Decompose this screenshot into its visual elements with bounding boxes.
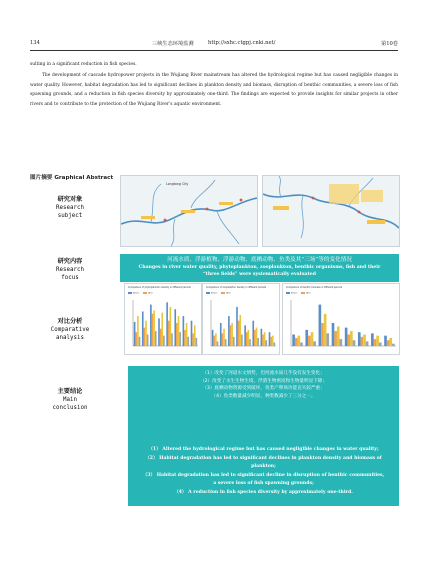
conclusion-zh-1: （1）改变了河道水文情势，但河流水质几乎没有发生变化； xyxy=(202,371,325,376)
chart-bar xyxy=(248,330,250,346)
label-en: subject xyxy=(57,213,83,219)
chart-bar xyxy=(256,328,258,346)
chart-bar xyxy=(363,335,366,347)
chart-bar xyxy=(241,335,243,347)
chart-bar xyxy=(264,332,266,346)
chart-bar xyxy=(305,330,308,346)
chart-bar xyxy=(150,305,152,346)
legend-label: Before xyxy=(133,292,140,295)
label-en: Research xyxy=(56,205,84,211)
chart-bar xyxy=(142,312,144,347)
chart-bar xyxy=(183,316,185,346)
chart-bar xyxy=(187,337,189,346)
chart-title: Comparison of benthic biomass in different periods xyxy=(286,286,343,289)
page-number: 134 xyxy=(30,40,40,46)
legend-label: After xyxy=(226,292,231,295)
chart-bar xyxy=(174,309,176,346)
chart-bar xyxy=(158,318,160,346)
map-city-label: Longtong City xyxy=(166,182,189,186)
chart-bar xyxy=(147,335,149,347)
chart-bar xyxy=(155,331,157,346)
chart-bar xyxy=(139,337,141,346)
chart-bar xyxy=(252,321,254,346)
chart-bar xyxy=(340,339,343,346)
graphical-abstract-title: 图片摘要 Graphical Abstract xyxy=(30,175,114,181)
chart-bar xyxy=(225,339,227,346)
chart-bar xyxy=(249,339,251,346)
main-conclusion-box xyxy=(128,366,399,446)
chart-bar xyxy=(246,332,248,346)
chart-bar xyxy=(223,329,225,346)
chart-bar xyxy=(298,336,301,346)
label-en: Main xyxy=(63,397,77,403)
chart-bar xyxy=(379,343,382,346)
chart-bar xyxy=(228,316,230,346)
conclusion-en-2b: plankton; xyxy=(251,464,276,470)
study-area-map-left xyxy=(120,175,258,247)
label-zh: 研究对象 xyxy=(57,196,83,203)
chart-bar xyxy=(161,313,163,346)
chart-bar xyxy=(163,336,165,346)
chart-bar xyxy=(313,341,316,346)
focus-text-zh: 河流水质、浮游植物、浮游动物、底栖动物、鱼类及其“三场”等的变化情况 xyxy=(167,257,352,263)
chart-bar xyxy=(274,343,276,346)
conclusion-zh-2: （2）改变了水生生物生境，浮游生物密度和生物量明显下降； xyxy=(200,378,327,384)
chart-bar xyxy=(244,325,246,346)
chart-bar xyxy=(272,336,274,346)
chart-bar xyxy=(166,302,168,346)
chart-bar xyxy=(374,339,377,346)
chart-bar xyxy=(350,331,353,346)
chart-bar xyxy=(376,336,379,346)
chart-bar xyxy=(332,323,335,346)
chart-bar xyxy=(371,333,374,346)
chart-bar xyxy=(300,343,303,346)
river-map-graphic xyxy=(121,176,257,246)
label-zh: 对比分析 xyxy=(57,318,83,325)
chart-bar xyxy=(222,333,224,346)
header-rule xyxy=(30,50,398,51)
body-text-continuation xyxy=(30,60,398,70)
chart-panel-1 xyxy=(124,283,202,355)
chart-bar xyxy=(358,332,361,346)
volume-label: 第10卷 xyxy=(381,41,398,47)
journal-name: 三峡生态环境监测 xyxy=(152,41,194,47)
chart-bar xyxy=(191,321,193,346)
conclusion-en-4: （4） A reduction in fish species diversity by approximately one-third. xyxy=(174,489,353,495)
chart-bar xyxy=(194,325,196,346)
chart-bar xyxy=(217,341,219,346)
body-paragraph xyxy=(30,71,398,109)
study-area-map-right xyxy=(262,175,400,247)
chart-bar xyxy=(145,321,147,346)
chart-bar xyxy=(308,336,311,346)
chart-bar xyxy=(135,332,137,346)
chart-bar xyxy=(186,323,188,346)
chart-bar xyxy=(292,335,295,347)
river-map-graphic xyxy=(263,176,399,246)
chart-bar xyxy=(152,314,154,346)
chart-bar xyxy=(295,338,298,346)
chart-bar xyxy=(230,325,232,346)
label-en: Research xyxy=(56,267,84,273)
chart-panel-2 xyxy=(202,283,280,355)
conclusion-zh-4: （4）鱼类数量减少明显，种类数减少了三分之一。 xyxy=(211,393,316,399)
body-paragraph-text: The development of cascade hydropower projects in the Wujiang River mainstream has altered the hydrological regime but has caused negligible changes in water quality. However, habitat degradation has led to significant declines in plankton density and biomass, disruption of benthic communities, a severe loss of fish spawning grounds, and a reduction in fish species diversity by approximately one-third. The findings are expected to provide insights for similar projects in other rivers and to contribute to the protection of the Wujiang River’s aquatic environment. xyxy=(30,73,398,107)
running-header xyxy=(30,40,398,50)
chart-bar xyxy=(311,332,314,346)
journal-url[interactable]: http://sxhc.ctgpj.cnki.net/ xyxy=(208,40,276,46)
chart-title: Comparison of zooplankton density in different periods xyxy=(206,286,267,289)
chart-bar xyxy=(261,329,263,346)
chart-bar xyxy=(137,316,139,346)
chart-bar xyxy=(231,323,233,346)
chart-bar xyxy=(345,328,348,346)
chart-bar xyxy=(176,323,178,346)
chart-bar xyxy=(361,337,364,346)
chart-bar xyxy=(160,329,162,346)
conclusion-en-3b: a severe loss of fish spawning grounds; xyxy=(213,481,314,487)
legend-label: Before xyxy=(211,292,218,295)
chart-bar xyxy=(196,338,198,346)
chart-bar xyxy=(319,305,322,346)
label-en: focus xyxy=(61,275,79,281)
chart-bar xyxy=(265,340,267,346)
research-focus-box xyxy=(120,254,399,282)
chart-bar xyxy=(212,330,214,346)
chart-bar xyxy=(366,341,369,346)
label-zh: 研究内容 xyxy=(57,258,83,265)
chart-bar xyxy=(326,333,329,346)
chart-bar xyxy=(178,316,180,346)
focus-text-en-line1: Changes in river water quality, phytoplankton, zooplankton, benthic organisms, fish and their xyxy=(138,265,381,270)
continued-line: sulting in a significant reduction in fish species. xyxy=(30,62,137,67)
chart-bar xyxy=(337,326,340,346)
conclusion-en-3: （3） Habitat degradation has led to significant decline in disruption of benthic communities, xyxy=(142,472,385,478)
chart-bar xyxy=(334,331,337,346)
legend-label: After xyxy=(306,292,311,295)
chart-panel-3 xyxy=(282,283,400,355)
chart-bar xyxy=(213,336,215,346)
chart-bar xyxy=(134,322,136,346)
chart-bar xyxy=(153,310,155,346)
chart-bar xyxy=(184,330,186,346)
chart-bar xyxy=(324,314,327,346)
label-en: Comparative xyxy=(50,327,90,333)
conclusion-zh-3: （3）底栖动物资源受到破坏，鱼类产卵场功能丧失较严重； xyxy=(202,386,325,392)
label-research-subject xyxy=(40,196,100,220)
label-zh: 主要结论 xyxy=(57,388,83,395)
chart-bar xyxy=(168,321,170,346)
chart-bar xyxy=(384,336,387,346)
chart-bar xyxy=(353,340,356,346)
chart-bar xyxy=(270,337,272,346)
chart-bar xyxy=(144,328,146,346)
chart-title: Comparison of phytoplankton density in different periods xyxy=(128,286,191,289)
chart-plot-3 xyxy=(283,284,399,354)
focus-text-en-line2: “three fields” were systematically evaluated xyxy=(203,272,316,277)
chart-bar xyxy=(257,338,259,346)
label-main-conclusion xyxy=(40,388,100,412)
label-en: analysis xyxy=(56,335,84,341)
chart-bar xyxy=(236,307,238,346)
chart-bar xyxy=(170,307,172,346)
chart-bar xyxy=(215,333,217,346)
chart-bar xyxy=(192,333,194,346)
chart-bar xyxy=(171,333,173,346)
chart-bar xyxy=(389,338,392,346)
conclusion-en-2: （2） Habitat degradation has led to significant declines in plankton density and biomass of xyxy=(145,455,382,461)
chart-bar xyxy=(220,323,222,346)
label-en: conclusion xyxy=(52,405,88,411)
main-conclusion-box-en xyxy=(128,446,399,506)
conclusion-en-1: （1） Altered the hydrological regime but has caused negligible changes in water quality; xyxy=(148,447,379,452)
chart-plot-2 xyxy=(203,284,279,354)
chart-bar xyxy=(262,335,264,347)
label-research-focus xyxy=(40,258,100,282)
chart-bar xyxy=(254,330,256,346)
chart-bar xyxy=(387,340,390,346)
legend-label: After xyxy=(148,292,153,295)
chart-bar xyxy=(392,344,395,346)
chart-bar xyxy=(321,323,324,346)
chart-bar xyxy=(239,315,241,346)
chart-bar xyxy=(179,332,181,346)
chart-plot-1 xyxy=(125,284,201,354)
label-comparative-analysis xyxy=(40,318,100,342)
chart-bar xyxy=(269,332,271,346)
chart-bar xyxy=(238,321,240,346)
chart-bar xyxy=(347,335,350,347)
chart-bar xyxy=(233,337,235,346)
legend-label: Before xyxy=(291,292,298,295)
